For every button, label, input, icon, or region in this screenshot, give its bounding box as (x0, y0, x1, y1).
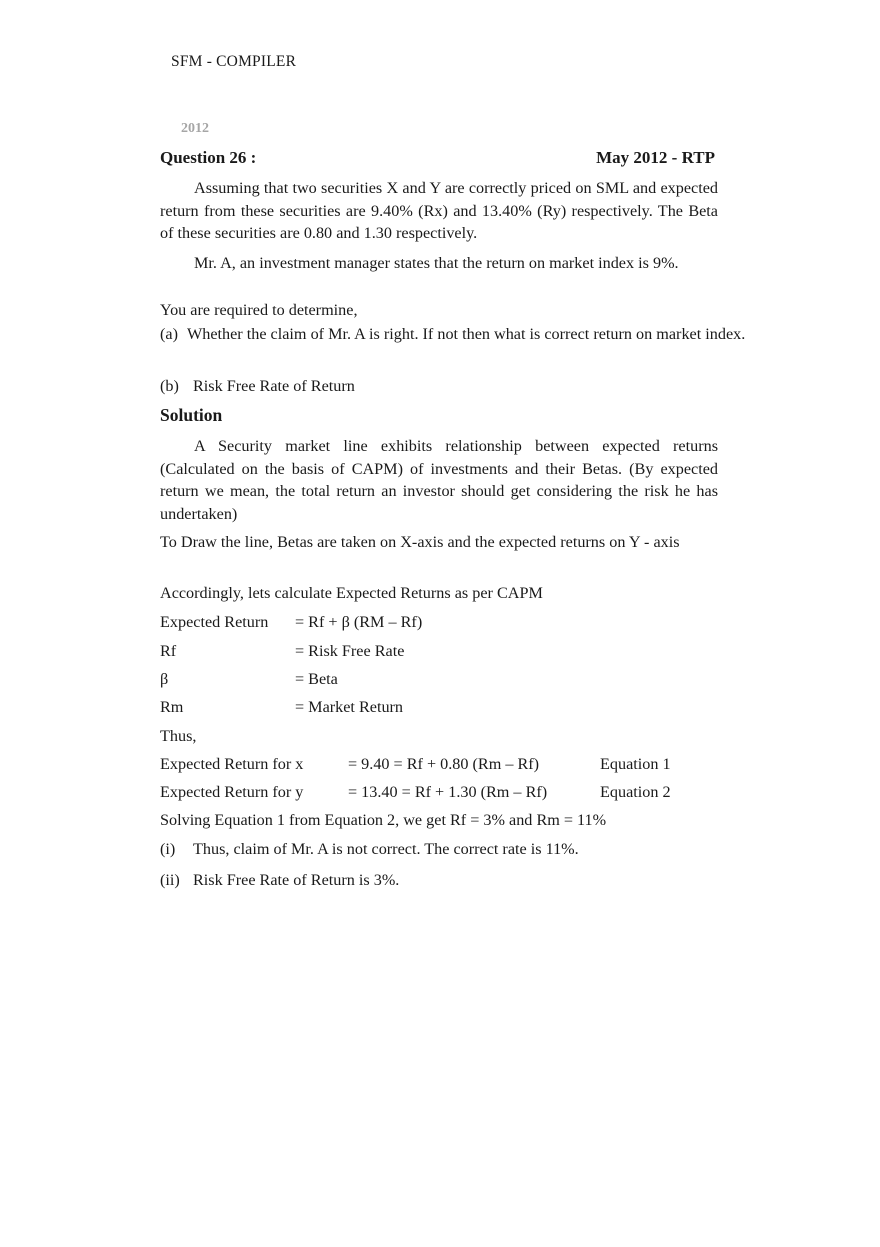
solution-paragraph-3: Accordingly, lets calculate Expected Returns as per CAPM (160, 584, 543, 602)
definition-term: Rf (160, 642, 177, 660)
definition-term: Expected Return (160, 613, 269, 631)
answer-label: (i) (160, 840, 176, 858)
equation-term: Expected Return for x (160, 755, 304, 773)
definition-value: = Market Return (295, 698, 404, 716)
question-paragraph-1: Assuming that two securities X and Y are correctly priced on SML and expected return from these securities are 9.40% (Rx) and 13.40% (Ry) respectively. The Beta of these securities are 0.80 and 1.30 respectively. (160, 179, 718, 242)
solution-heading: Solution (160, 405, 223, 425)
answer-label: (ii) (160, 871, 180, 889)
definition-value: = Beta (295, 670, 338, 688)
year-tag: 2012 (181, 121, 209, 136)
item-label: (a) (160, 325, 178, 343)
definition-term: Rm (160, 698, 184, 716)
answer-text: Risk Free Rate of Return is 3%. (193, 871, 400, 889)
question-source: May 2012 - RTP (596, 148, 715, 167)
running-head: SFM - COMPILER (171, 53, 297, 70)
definition-term: β (160, 670, 169, 688)
equation-tag: Equation 2 (600, 783, 671, 801)
equation-value: = 13.40 = Rf + 1.30 (Rm – Rf) (348, 783, 548, 801)
solution-paragraph-1: A Security market line exhibits relationship between expected returns (Calculated on the basis of CAPM) of investments and their Betas. (By expected return we mean, the total return an investor should get considering the risk he has undertaken) (160, 437, 718, 523)
question-item-a (160, 323, 752, 346)
item-text: Risk Free Rate of Return (193, 377, 355, 395)
solving-text: Solving Equation 1 from Equation 2, we get Rf = 3% and Rm = 11% (160, 811, 607, 829)
question-title: Question 26 : (160, 148, 257, 167)
answer-text: Thus, claim of Mr. A is not correct. The correct rate is 11%. (193, 840, 579, 858)
question-paragraph-2: Mr. A, an investment manager states that the return on market index is 9%. (194, 254, 679, 272)
definition-value: = Risk Free Rate (295, 642, 405, 660)
equation-term: Expected Return for y (160, 783, 304, 801)
thus-text: Thus, (160, 727, 197, 745)
definition-value: = Rf + β (RM – Rf) (295, 613, 423, 631)
solution-paragraph-2: To Draw the line, Betas are taken on X-axis and the expected returns on Y - axis (160, 533, 680, 551)
equation-value: = 9.40 = Rf + 0.80 (Rm – Rf) (348, 755, 540, 773)
question-required: You are required to determine, (160, 301, 358, 319)
item-label: (b) (160, 377, 179, 395)
item-text: Whether the claim of Mr. A is right. If not then what is correct return on market index. (186, 325, 746, 343)
equation-tag: Equation 1 (600, 755, 671, 773)
